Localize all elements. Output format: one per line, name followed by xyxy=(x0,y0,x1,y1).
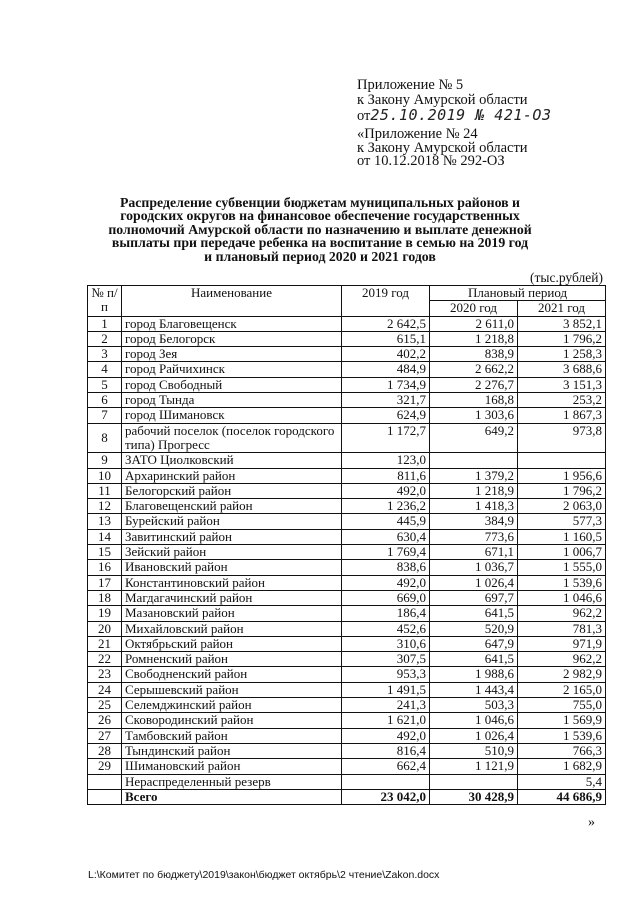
row-number-cell: 22 xyxy=(88,652,122,667)
row-2019-cell: 2 642,5 xyxy=(342,316,430,331)
row-number-cell: 3 xyxy=(88,347,122,362)
row-2020-cell: 1 443,4 xyxy=(430,682,518,697)
row-2021-cell: 766,3 xyxy=(518,743,606,758)
row-number-cell: 15 xyxy=(88,545,122,560)
row-number-cell: 11 xyxy=(88,483,122,498)
row-name-cell: Нераспределенный резерв xyxy=(122,774,342,789)
row-2019-cell: 445,9 xyxy=(342,514,430,529)
total-number-cell xyxy=(88,789,122,804)
row-2021-cell: 1 046,6 xyxy=(518,590,606,605)
row-2021-cell: 1 796,2 xyxy=(518,483,606,498)
row-2021-cell: 1 867,3 xyxy=(518,408,606,423)
table-row xyxy=(88,774,606,789)
row-2019-cell: 953,3 xyxy=(342,667,430,682)
row-name-cell: город Благовещенск xyxy=(122,316,342,331)
row-number-cell: 2 xyxy=(88,331,122,346)
row-2021-cell: 3 852,1 xyxy=(518,316,606,331)
row-name-cell: Шимановский район xyxy=(122,759,342,774)
row-2020-cell: 1 218,8 xyxy=(430,331,518,346)
row-name-cell: Серышевский район xyxy=(122,682,342,697)
row-2021-cell: 1 555,0 xyxy=(518,560,606,575)
table-row xyxy=(88,652,606,667)
row-2021-cell: 1 160,5 xyxy=(518,529,606,544)
previous-appendix-date: от 10.12.2018 № 292-ОЗ xyxy=(357,153,505,169)
subvention-table xyxy=(87,285,606,805)
row-2020-cell: 1 379,2 xyxy=(430,468,518,483)
previous-appendix-block xyxy=(357,128,528,169)
row-2020-cell xyxy=(430,453,518,468)
table-row xyxy=(88,483,606,498)
total-row xyxy=(88,789,606,804)
table-row xyxy=(88,316,606,331)
row-2019-cell: 307,5 xyxy=(342,652,430,667)
appendix-date-line xyxy=(357,108,552,124)
row-2021-cell: 781,3 xyxy=(518,621,606,636)
total-2021: 44 686,9 xyxy=(518,789,606,804)
row-2020-cell: 697,7 xyxy=(430,590,518,605)
row-number-cell: 27 xyxy=(88,728,122,743)
row-name-cell: Свободненский район xyxy=(122,667,342,682)
row-number-cell: 26 xyxy=(88,713,122,728)
row-name-cell: Ивановский район xyxy=(122,560,342,575)
row-name-cell: Михайловский район xyxy=(122,621,342,636)
row-2021-cell: 2 063,0 xyxy=(518,499,606,514)
file-path-footer: L:\Комитет по бюджету\2019\закон\бюджет октябрь\2 чтение\Zakon.docx xyxy=(88,869,440,881)
row-2019-cell: 615,1 xyxy=(342,331,430,346)
row-name-cell: ЗАТО Циолковский xyxy=(122,453,342,468)
table-row xyxy=(88,667,606,682)
row-2019-cell: 1 769,4 xyxy=(342,545,430,560)
row-2020-cell xyxy=(430,774,518,789)
row-2019-cell: 811,6 xyxy=(342,468,430,483)
row-name-cell: Тамбовский район xyxy=(122,728,342,743)
row-name-cell: Сковородинский район xyxy=(122,713,342,728)
table-row xyxy=(88,682,606,697)
table-body xyxy=(88,316,606,789)
row-name-cell: рабочий поселок (поселок городского типа) Прогресс xyxy=(122,423,342,453)
table-row xyxy=(88,499,606,514)
row-2019-cell: 123,0 xyxy=(342,453,430,468)
row-number-cell: 24 xyxy=(88,682,122,697)
table-row xyxy=(88,347,606,362)
row-2019-cell xyxy=(342,774,430,789)
row-2019-cell: 452,6 xyxy=(342,621,430,636)
row-number-cell: 20 xyxy=(88,621,122,636)
table-row xyxy=(88,362,606,377)
row-name-cell: город Зея xyxy=(122,347,342,362)
table-row xyxy=(88,621,606,636)
row-2021-cell: 2 982,9 xyxy=(518,667,606,682)
row-number-cell: 7 xyxy=(88,408,122,423)
row-name-cell: Белогорский район xyxy=(122,483,342,498)
row-name-cell: город Райчихинск xyxy=(122,362,342,377)
row-number-cell: 10 xyxy=(88,468,122,483)
row-2021-cell: 1 796,2 xyxy=(518,331,606,346)
table-row xyxy=(88,377,606,392)
appendix-date-prefix: от xyxy=(357,108,371,124)
row-name-cell: Тындинский район xyxy=(122,743,342,758)
row-2021-cell: 1 006,7 xyxy=(518,545,606,560)
row-number-cell: 5 xyxy=(88,377,122,392)
row-2019-cell: 1 621,0 xyxy=(342,713,430,728)
row-2021-cell: 962,2 xyxy=(518,652,606,667)
row-2020-cell: 641,5 xyxy=(430,606,518,621)
column-header-2019: 2019 год xyxy=(342,286,430,317)
row-2019-cell: 1 491,5 xyxy=(342,682,430,697)
document-title: Распределение субвенции бюджетам муниципальных районов и городских округов на финансовое обеспечение государственных полномочий Амурской области по назначению и выплате денежной выплаты при передаче ребенка на воспитание в семью на 2019 год и плановый период 2020 и 2021 годов xyxy=(108,195,532,264)
row-2020-cell: 1 988,6 xyxy=(430,667,518,682)
table-row xyxy=(88,698,606,713)
row-2020-cell: 503,3 xyxy=(430,698,518,713)
row-number-cell: 14 xyxy=(88,529,122,544)
total-label: Всего xyxy=(122,789,342,804)
row-2021-cell: 3 688,6 xyxy=(518,362,606,377)
row-2019-cell: 186,4 xyxy=(342,606,430,621)
row-2019-cell: 321,7 xyxy=(342,393,430,408)
row-2021-cell: 3 151,3 xyxy=(518,377,606,392)
row-name-cell: Магдагачинский район xyxy=(122,590,342,605)
row-2021-cell: 1 682,9 xyxy=(518,759,606,774)
table-row xyxy=(88,423,606,453)
row-2019-cell: 630,4 xyxy=(342,529,430,544)
row-2021-cell: 2 165,0 xyxy=(518,682,606,697)
table-row xyxy=(88,545,606,560)
column-header-name: Наименование xyxy=(122,286,342,317)
handwritten-date: 25.10.2019 № 421-ОЗ xyxy=(370,106,552,124)
table-row xyxy=(88,636,606,651)
row-number-cell: 12 xyxy=(88,499,122,514)
table-row xyxy=(88,453,606,468)
row-2020-cell: 1 046,6 xyxy=(430,713,518,728)
row-2020-cell: 520,9 xyxy=(430,621,518,636)
row-2020-cell: 510,9 xyxy=(430,743,518,758)
row-number-cell: 25 xyxy=(88,698,122,713)
table-row xyxy=(88,575,606,590)
row-2019-cell: 492,0 xyxy=(342,575,430,590)
row-name-cell: Бурейский район xyxy=(122,514,342,529)
row-name-cell: город Белогорск xyxy=(122,331,342,346)
row-2019-cell: 662,4 xyxy=(342,759,430,774)
row-number-cell: 29 xyxy=(88,759,122,774)
row-2021-cell: 1 956,6 xyxy=(518,468,606,483)
row-2020-cell: 1 026,4 xyxy=(430,575,518,590)
column-header-2021: 2021 год xyxy=(518,301,606,316)
row-2019-cell: 624,9 xyxy=(342,408,430,423)
row-2020-cell: 384,9 xyxy=(430,514,518,529)
row-name-cell: Селемджинский район xyxy=(122,698,342,713)
table-row xyxy=(88,529,606,544)
row-name-cell: город Тында xyxy=(122,393,342,408)
row-2019-cell: 484,9 xyxy=(342,362,430,377)
row-2020-cell: 671,1 xyxy=(430,545,518,560)
row-number-cell: 4 xyxy=(88,362,122,377)
row-number-cell: 28 xyxy=(88,743,122,758)
row-2020-cell: 773,6 xyxy=(430,529,518,544)
table-row xyxy=(88,743,606,758)
appendix-block xyxy=(357,78,552,124)
row-number-cell: 1 xyxy=(88,316,122,331)
row-2019-cell: 816,4 xyxy=(342,743,430,758)
row-2021-cell: 1 569,9 xyxy=(518,713,606,728)
table-row xyxy=(88,331,606,346)
row-2020-cell: 1 026,4 xyxy=(430,728,518,743)
row-number-cell: 16 xyxy=(88,560,122,575)
table-row xyxy=(88,393,606,408)
row-2020-cell: 641,5 xyxy=(430,652,518,667)
row-2021-cell: 577,3 xyxy=(518,514,606,529)
table-row xyxy=(88,468,606,483)
column-header-planned: Плановый период xyxy=(430,286,606,301)
table-row xyxy=(88,606,606,621)
row-2019-cell: 402,2 xyxy=(342,347,430,362)
row-2020-cell: 1 418,3 xyxy=(430,499,518,514)
row-2019-cell: 492,0 xyxy=(342,728,430,743)
row-2020-cell: 2 276,7 xyxy=(430,377,518,392)
table-row xyxy=(88,514,606,529)
table-row xyxy=(88,713,606,728)
closing-quote: » xyxy=(588,815,595,830)
row-name-cell: Константиновский район xyxy=(122,575,342,590)
row-number-cell: 13 xyxy=(88,514,122,529)
row-number-cell: 6 xyxy=(88,393,122,408)
row-number-cell: 17 xyxy=(88,575,122,590)
row-number-cell: 18 xyxy=(88,590,122,605)
table-row xyxy=(88,408,606,423)
row-number-cell: 19 xyxy=(88,606,122,621)
appendix-law: к Закону Амурской области xyxy=(357,92,528,108)
row-2019-cell: 1 236,2 xyxy=(342,499,430,514)
row-name-cell: город Свободный xyxy=(122,377,342,392)
row-number-cell: 9 xyxy=(88,453,122,468)
row-2020-cell: 647,9 xyxy=(430,636,518,651)
row-2020-cell: 2 662,2 xyxy=(430,362,518,377)
row-2021-cell: 962,2 xyxy=(518,606,606,621)
row-name-cell: город Шимановск xyxy=(122,408,342,423)
unit-label: (тыс.рублей) xyxy=(530,270,603,285)
row-number-cell xyxy=(88,774,122,789)
table-row xyxy=(88,759,606,774)
row-number-cell: 23 xyxy=(88,667,122,682)
row-2020-cell: 649,2 xyxy=(430,423,518,453)
row-2020-cell: 168,8 xyxy=(430,393,518,408)
column-header-number: № п/п xyxy=(88,286,122,317)
total-2020: 30 428,9 xyxy=(430,789,518,804)
row-number-cell: 21 xyxy=(88,636,122,651)
row-2020-cell: 1 303,6 xyxy=(430,408,518,423)
row-2020-cell: 838,9 xyxy=(430,347,518,362)
row-2021-cell: 971,9 xyxy=(518,636,606,651)
row-2020-cell: 2 611,0 xyxy=(430,316,518,331)
row-2020-cell: 1 218,9 xyxy=(430,483,518,498)
row-2021-cell: 973,8 xyxy=(518,423,606,453)
table-row xyxy=(88,560,606,575)
previous-appendix-law: к Закону Амурской области xyxy=(357,139,528,156)
row-name-cell: Архаринский район xyxy=(122,468,342,483)
previous-appendix-number: «Приложение № 24 xyxy=(357,126,478,142)
row-name-cell: Мазановский район xyxy=(122,606,342,621)
row-2021-cell: 1 258,3 xyxy=(518,347,606,362)
appendix-number: Приложение № 5 xyxy=(357,77,464,93)
total-2019: 23 042,0 xyxy=(342,789,430,804)
row-name-cell: Завитинский район xyxy=(122,529,342,544)
row-name-cell: Ромненский район xyxy=(122,652,342,667)
row-2019-cell: 669,0 xyxy=(342,590,430,605)
row-2021-cell: 253,2 xyxy=(518,393,606,408)
table-row xyxy=(88,590,606,605)
row-2020-cell: 1 121,9 xyxy=(430,759,518,774)
row-2019-cell: 241,3 xyxy=(342,698,430,713)
row-2019-cell: 492,0 xyxy=(342,483,430,498)
row-2019-cell: 310,6 xyxy=(342,636,430,651)
table-row xyxy=(88,728,606,743)
row-2021-cell: 755,0 xyxy=(518,698,606,713)
row-2021-cell xyxy=(518,453,606,468)
row-2021-cell: 1 539,6 xyxy=(518,575,606,590)
row-2021-cell: 5,4 xyxy=(518,774,606,789)
row-2020-cell: 1 036,7 xyxy=(430,560,518,575)
row-name-cell: Благовещенский район xyxy=(122,499,342,514)
row-2021-cell: 1 539,6 xyxy=(518,728,606,743)
row-2019-cell: 1 734,9 xyxy=(342,377,430,392)
row-2019-cell: 1 172,7 xyxy=(342,423,430,453)
row-2019-cell: 838,6 xyxy=(342,560,430,575)
row-number-cell: 8 xyxy=(88,423,122,453)
column-header-2020: 2020 год xyxy=(430,301,518,316)
row-name-cell: Октябрьский район xyxy=(122,636,342,651)
row-name-cell: Зейский район xyxy=(122,545,342,560)
